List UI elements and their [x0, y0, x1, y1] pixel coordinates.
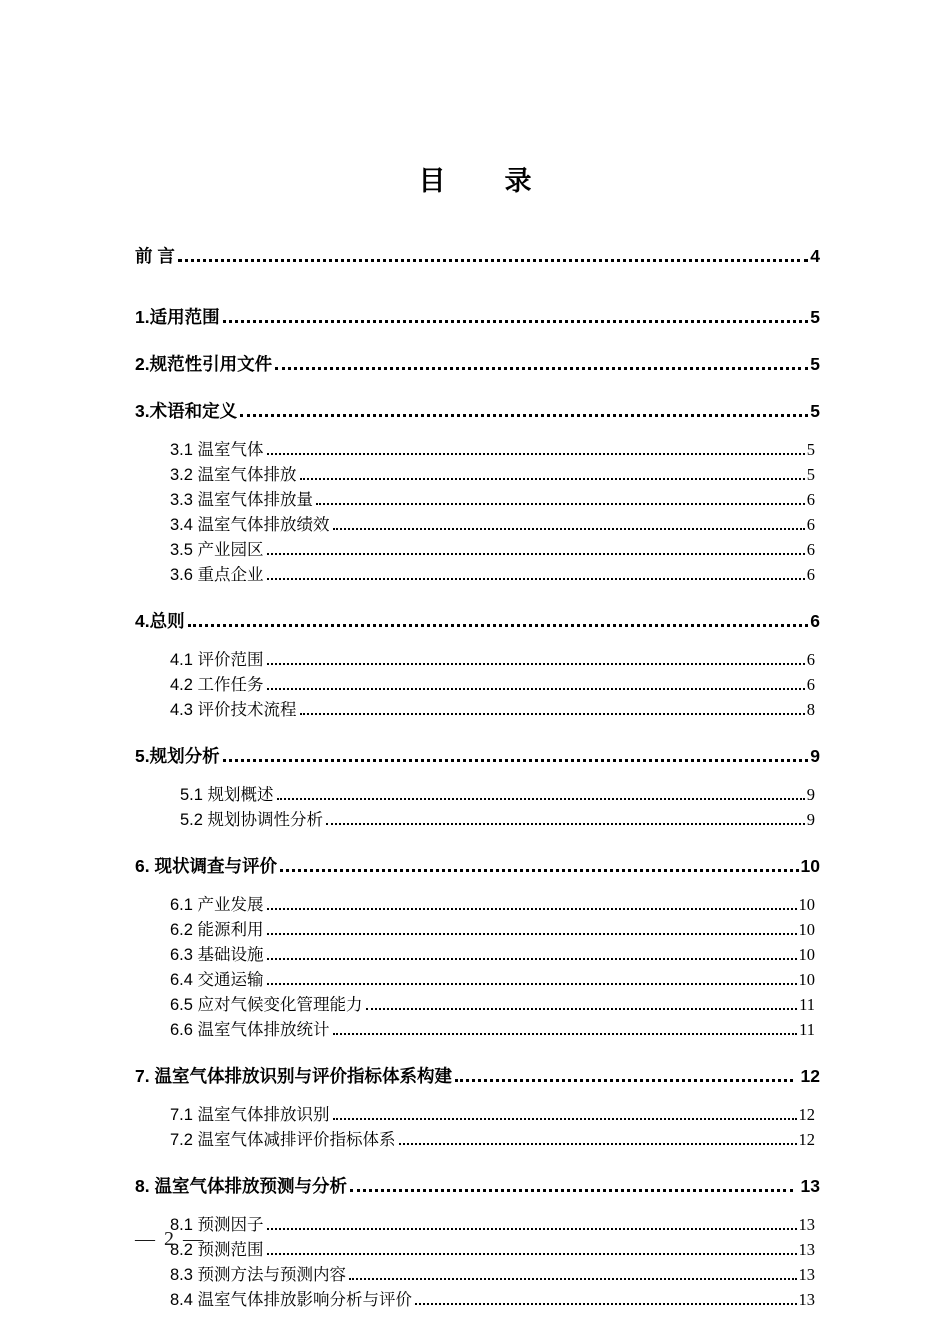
toc-page-number: 5: [806, 439, 815, 459]
toc-entry-level2[interactable]: [170, 963, 815, 988]
spacer: [135, 1195, 820, 1208]
toc-entry-label: 6.2 能源利用: [170, 920, 264, 939]
dot-leader: [267, 947, 797, 964]
toc-entry-label: 6.5 应对气候变化管理能力: [170, 995, 363, 1014]
toc-entry-label: 6.3 基础设施: [170, 945, 264, 964]
toc-page-number: 4: [810, 245, 820, 266]
toc-entry-label: 3.5 产业园区: [170, 540, 264, 559]
toc-entry-label: 7.1 温室气体排放识别: [170, 1105, 330, 1124]
toc-page-number: 9: [810, 745, 820, 766]
spacer: [135, 265, 820, 301]
toc-entry-label: 3.6 重点企业: [170, 565, 264, 584]
toc-page-number: 11: [799, 1019, 815, 1039]
toc-entry-label: 前 言: [135, 245, 175, 266]
toc-page-number: 12: [800, 1065, 820, 1086]
toc-page-number: 10: [798, 944, 815, 964]
toc-page-number: 8: [806, 699, 815, 719]
page-footer: — 2 —: [135, 1228, 205, 1250]
toc-page-number: 9: [806, 784, 815, 804]
toc-entry-level1[interactable]: [135, 395, 820, 420]
toc-page-number: 13: [798, 1214, 815, 1234]
toc-entry-level1[interactable]: [135, 1170, 820, 1195]
dot-leader: [349, 1267, 796, 1284]
dot-leader: [178, 248, 808, 266]
toc-entry-level1[interactable]: [135, 240, 820, 265]
toc-entry-level2[interactable]: [170, 988, 815, 1013]
dot-leader: [333, 1022, 798, 1039]
toc-page-number: 11: [799, 994, 815, 1014]
spacer: [135, 828, 820, 850]
dot-leader: [267, 897, 797, 914]
toc-entry-level1[interactable]: [135, 740, 820, 765]
toc-entry-level2[interactable]: [170, 1283, 815, 1308]
toc-page-number: 6: [806, 489, 815, 509]
toc-entry-label: 8.2 预测范围: [170, 1240, 264, 1259]
spacer: [135, 1085, 820, 1098]
toc-entry-label: 8.4 温室气体排放影响分析与评价: [170, 1290, 413, 1309]
spacer: [135, 718, 820, 740]
toc-entry-label: 7. 温室气体排放识别与评价指标体系构建: [135, 1065, 452, 1086]
toc-entry-level2[interactable]: [170, 888, 815, 913]
spacer: [135, 583, 820, 605]
toc-page-number: 13: [800, 1175, 820, 1196]
dot-leader: [267, 677, 805, 694]
dot-leader: [223, 748, 809, 766]
toc-page-number: 12: [798, 1104, 815, 1124]
toc-entry-level2[interactable]: [170, 668, 815, 693]
toc-entry-level1[interactable]: [135, 605, 820, 630]
toc-page-number: 13: [798, 1289, 815, 1309]
dot-leader: [399, 1132, 797, 1149]
toc-entry-label: 3.4 温室气体排放绩效: [170, 515, 330, 534]
spacer: [135, 630, 820, 643]
toc-entry-label: 4.总则: [135, 610, 185, 631]
toc-entry-label: 8.1 预测因子: [170, 1215, 264, 1234]
toc-entry-level2[interactable]: [170, 1123, 815, 1148]
toc-entry-level2[interactable]: [170, 1258, 815, 1283]
toc-entry-level2[interactable]: [170, 458, 815, 483]
dot-leader: [415, 1292, 796, 1309]
dot-leader: [316, 492, 805, 509]
toc-entry-level2[interactable]: [170, 1013, 815, 1038]
toc-page-number: 5: [806, 464, 815, 484]
toc-page-number: 6: [806, 649, 815, 669]
toc-entry-level2[interactable]: [170, 913, 815, 938]
toc-entry-label: 4.3 评价技术流程: [170, 700, 297, 719]
spacer: [135, 326, 820, 348]
toc-entry-label: 6.4 交通运输: [170, 970, 264, 989]
toc-page-number: 5: [810, 353, 820, 374]
toc-entry-label: 6. 现状调查与评价: [135, 855, 277, 876]
toc-entry-level1[interactable]: [135, 301, 820, 326]
toc-page-number: 9: [806, 809, 815, 829]
toc-entry-label: 6.6 温室气体排放统计: [170, 1020, 330, 1039]
spacer: [135, 875, 820, 888]
spacer: [135, 765, 820, 778]
dot-leader: [300, 702, 805, 719]
dot-leader: [326, 812, 805, 829]
toc-entry-label: 4.1 评价范围: [170, 650, 264, 669]
toc-page-number: 13: [798, 1239, 815, 1259]
dot-leader: [275, 356, 808, 374]
toc-page-number: 5: [810, 306, 820, 327]
dot-leader: [455, 1068, 793, 1086]
toc-page-number: 6: [806, 514, 815, 534]
toc-page-number: 10: [798, 894, 815, 914]
toc-entry-label: 3.术语和定义: [135, 400, 238, 421]
toc-entry-level2[interactable]: [170, 558, 815, 583]
dot-leader: [267, 442, 805, 459]
toc-entry-label: 5.规划分析: [135, 745, 220, 766]
toc-entry-level2[interactable]: [170, 1098, 815, 1123]
dot-leader: [240, 403, 808, 421]
toc-entry-label: 5.1 规划概述: [180, 785, 274, 804]
toc-page-number: 10: [798, 969, 815, 989]
toc-page-number: 6: [806, 564, 815, 584]
toc-page-number: 6: [806, 539, 815, 559]
toc-entry-label: 7.2 温室气体减排评价指标体系: [170, 1130, 396, 1149]
dot-leader: [300, 467, 805, 484]
toc-entry-label: 1.适用范围: [135, 306, 220, 327]
dot-leader: [223, 309, 809, 327]
toc-page-number: 10: [798, 919, 815, 939]
toc-entry-level1[interactable]: [135, 850, 820, 875]
toc-entry-level2[interactable]: [170, 938, 815, 963]
toc-entry-label: 8.3 预测方法与预测内容: [170, 1265, 347, 1284]
dot-leader: [267, 542, 805, 559]
spacer: [135, 1038, 820, 1060]
toc-page-number: 13: [798, 1264, 815, 1284]
toc-entry-label: 3.2 温室气体排放: [170, 465, 297, 484]
toc-page-number: 12: [798, 1129, 815, 1149]
toc-entry-level2[interactable]: [170, 483, 815, 508]
dot-leader: [333, 1107, 797, 1124]
toc-entry-level2[interactable]: [170, 433, 815, 458]
toc-entry-label: 2.规范性引用文件: [135, 353, 273, 374]
toc-entry-label: 3.1 温室气体: [170, 440, 264, 459]
spacer: [135, 1148, 820, 1170]
spacer: [135, 373, 820, 395]
dot-leader: [333, 517, 805, 534]
toc-entry-label: 5.2 规划协调性分析: [180, 810, 324, 829]
toc-entry-level2[interactable]: [170, 508, 815, 533]
dot-leader: [267, 567, 805, 584]
toc-entry-level2[interactable]: [180, 803, 815, 828]
dot-leader: [267, 922, 797, 939]
toc-entry-level1[interactable]: [135, 1060, 820, 1085]
dot-leader: [366, 997, 798, 1014]
toc-entry-label: 4.2 工作任务: [170, 675, 264, 694]
toc-page-number: 10: [800, 855, 820, 876]
toc-entry-level2[interactable]: [180, 778, 815, 803]
dot-leader: [350, 1178, 793, 1196]
toc-entry-label: 6.1 产业发展: [170, 895, 264, 914]
toc-entry-level2[interactable]: [170, 643, 815, 668]
toc-page-number: 5: [810, 400, 820, 421]
toc-entry-level1[interactable]: [135, 348, 820, 373]
toc-page-number: 6: [806, 674, 815, 694]
toc-entry-level2[interactable]: [170, 693, 815, 718]
dot-leader: [277, 787, 805, 804]
page-title: 目 录: [418, 166, 548, 196]
dot-leader: [280, 858, 799, 876]
spacer: [135, 420, 820, 433]
toc-entry-label: 8. 温室气体排放预测与分析: [135, 1175, 347, 1196]
toc-entry-level2[interactable]: [170, 533, 815, 558]
dot-leader: [267, 972, 797, 989]
toc-page-number: 6: [810, 610, 820, 631]
dot-leader: [267, 652, 805, 669]
dot-leader: [188, 613, 809, 631]
toc-entry-label: 3.3 温室气体排放量: [170, 490, 314, 509]
table-of-contents: [135, 240, 820, 1308]
